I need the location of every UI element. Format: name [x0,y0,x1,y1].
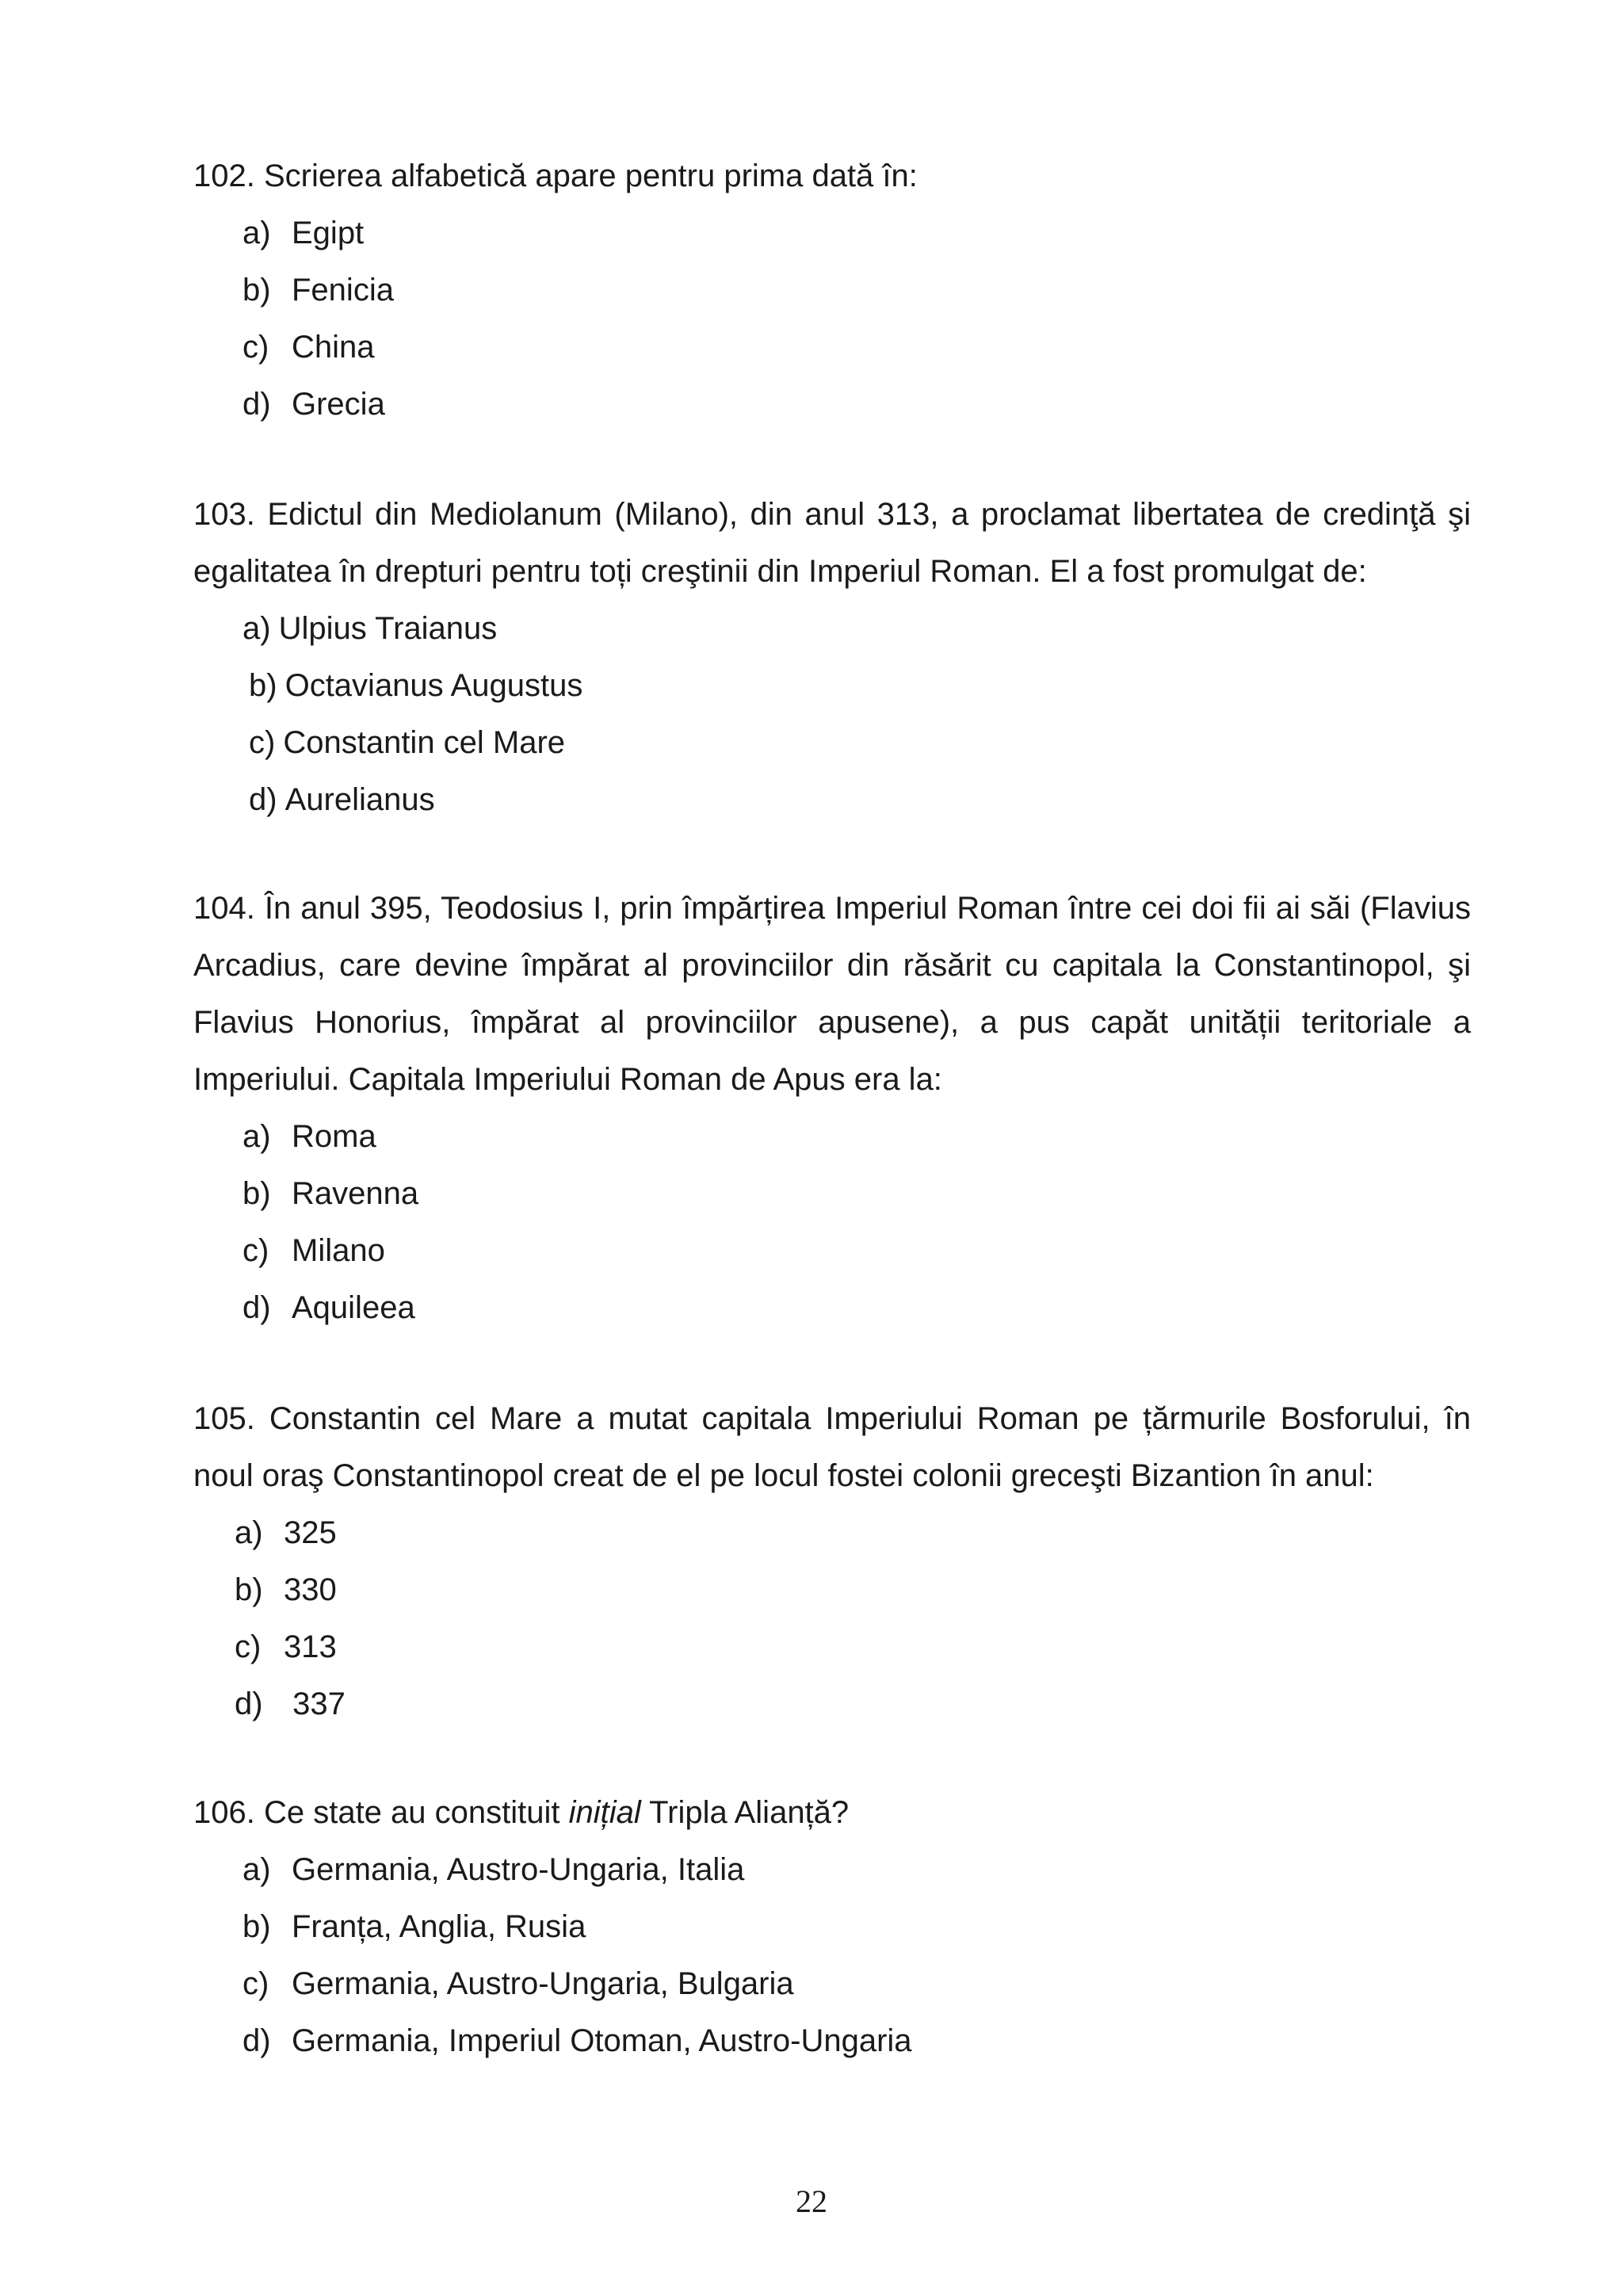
option-text: Milano [292,1233,385,1268]
option-text: Franța, Anglia, Rusia [292,1909,586,1944]
answer-option-a [242,1841,1471,1898]
option-text: Grecia [292,387,385,422]
option-letter: a) [242,611,271,646]
option-letter: d) [235,1687,263,1721]
option-text: Germania, Austro-Ungaria, Italia [292,1852,745,1887]
option-letter: c) [249,725,276,760]
answer-option-d [242,376,1471,433]
answer-option-b [242,1165,1471,1222]
option-text: 330 [284,1572,337,1607]
option-text: Fenicia [292,273,394,308]
question-text: 105. Constantin cel Mare a mutat capitala Imperiului Roman pe țărmurile Bosforului, în noul oraş Constantinopol creat de el pe locul fostei colonii greceşti Bizantion în anul: [193,1401,1471,1493]
question-text: 102. Scrierea alfabetică apare pentru prima dată în: [193,159,918,193]
option-letter: c) [242,1233,269,1268]
option-letter: a) [242,1852,271,1887]
question-text-start: 106. Ce state au constituit [193,1795,569,1830]
option-letter: b) [242,1909,271,1944]
option-text: China [292,330,375,365]
question-text-end: Tripla Alianță? [640,1795,850,1830]
option-text: Aquileea [292,1290,415,1325]
option-letter: b) [242,1176,271,1211]
question-106 [193,1784,1471,2069]
option-letter: b) [235,1572,263,1607]
option-text: Germania, Austro-Ungaria, Bulgaria [292,1966,794,2001]
answer-options [242,1841,1471,2069]
answer-options [242,204,1471,433]
answer-option-a [242,1108,1471,1165]
question-104 [193,880,1471,1336]
answer-options [242,1108,1471,1336]
option-letter: c) [235,1629,262,1664]
option-letter: a) [242,1119,271,1154]
page-number: 22 [796,2183,827,2219]
option-letter: d) [249,782,277,817]
answer-option-b [242,1898,1471,1955]
answer-option-c [235,1618,1471,1675]
question-text: 103. Edictul din Mediolanum (Milano), din anul 313, a proclamat libertatea de credinţă şi egalitatea în drepturi pentru toți creştinii din Imperiul Roman. El a fost promulgat de: [193,497,1471,589]
option-letter: c) [242,330,269,365]
option-text: Roma [292,1119,376,1154]
answer-option-d [242,1279,1471,1336]
question-text-emphasis: inițial [568,1795,641,1830]
answer-option-b [242,262,1471,319]
question-text: 104. În anul 395, Teodosius I, prin împărțirea Imperiul Roman între cei doi fii ai săi (Flavius Arcadius, care devine împărat al provinciilor din răsărit cu capitala la Constantinopol, şi Flavius Honorius, împărat al provinciilor apusene), a pus capăt unității teritoriale a Imperiului. Capitala Imperiului Roman de Apus era la: [193,891,1471,1097]
option-letter: b) [249,668,277,703]
answer-option-b [249,657,1471,714]
answer-options [235,1504,1471,1733]
answer-option-c [249,714,1471,771]
option-text: 337 [284,1687,346,1721]
question-text [193,1784,1471,1841]
option-letter: d) [242,387,271,422]
option-letter: d) [242,1290,271,1325]
answer-option-b [235,1561,1471,1618]
option-text: Ravenna [292,1176,419,1211]
option-text: Germania, Imperiul Otoman, Austro-Ungaria [292,2023,912,2058]
option-letter: d) [242,2023,271,2058]
question-102 [193,147,1471,433]
answer-option-c [242,1955,1471,2012]
answer-option-c [242,319,1471,376]
option-text: 313 [284,1629,337,1664]
option-text: Constantin cel Mare [283,725,566,760]
option-text: Octavianus Augustus [285,668,583,703]
option-text: Egipt [292,216,365,250]
answer-option-a [235,1504,1471,1561]
answer-option-d [242,2012,1471,2069]
question-105 [193,1390,1471,1733]
answer-options [193,600,1471,828]
option-letter: a) [242,216,271,250]
option-text: Aurelianus [285,782,435,817]
option-text: 325 [284,1515,337,1550]
answer-option-c [242,1222,1471,1279]
option-text: Ulpius Traianus [278,611,498,646]
option-letter: a) [235,1515,263,1550]
answer-option-d [235,1675,1471,1733]
option-letter: c) [242,1966,269,2001]
answer-option-d [249,771,1471,828]
answer-option-a [242,600,1471,657]
question-103 [193,486,1471,828]
answer-option-a [242,204,1471,262]
option-letter: b) [242,273,271,308]
